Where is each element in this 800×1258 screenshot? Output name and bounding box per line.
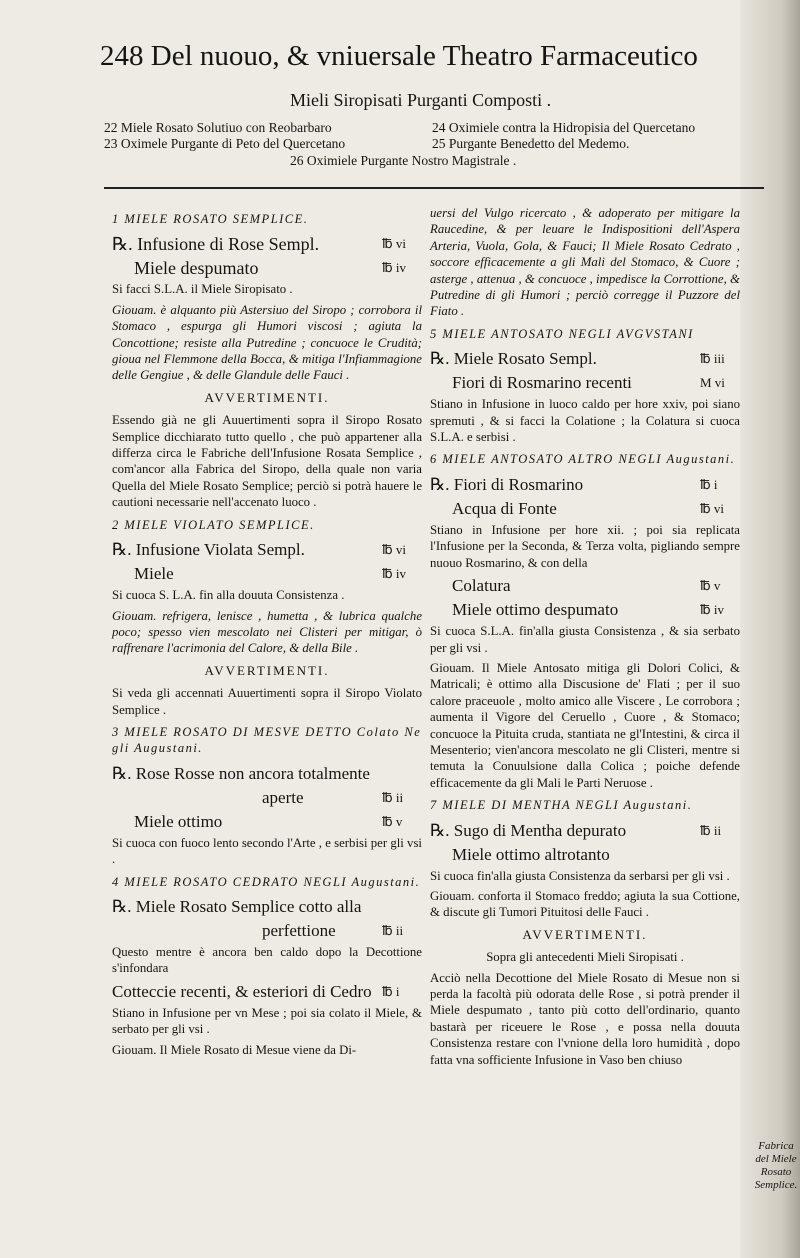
paragraph: Si cuoca S. L.A. fin alla douuta Consistenza . bbox=[112, 588, 345, 603]
paragraph: Giouam. conforta il Stomaco freddo; agiuta la sua Cottione, & discute gli Tumori Pituitosi delle Fauci . bbox=[430, 888, 740, 920]
recipe-line: Miele ottimo despumato ℔ iv bbox=[452, 600, 724, 620]
recipe-line: Fiori di Rosmarino recenti M vi bbox=[452, 373, 725, 393]
paragraph: Stiano in Infusione in luoco caldo per hore xxiv, poi siano spremuti , & si facci la Colatione ; la Colatura si cuoca S.L.A. e serbisi . bbox=[430, 397, 740, 445]
paragraph: Giouam. refrigera, lenisce , humetta , & lubrica qualche poco; spesso vien mescolato nei Clisteri per mitigar, ò raffrenare l'acrimonia del Calore, & della Bile . bbox=[112, 608, 422, 656]
recipe-line: ℞. Rose Rosse non ancora totalmente bbox=[112, 763, 370, 783]
recipe-line: Miele ottimo ℔ v bbox=[134, 811, 403, 831]
paragraph: Si veda gli accennati Auuertimenti sopra il Siropo Violato Semplice . bbox=[112, 686, 422, 717]
recipe-heading: 2 MIELE VIOLATO SEMPLICE. bbox=[112, 517, 315, 532]
paragraph: Sopra gli antecedenti Mieli Siropisati . bbox=[486, 950, 684, 965]
header-title: Del nuouo, & vniuersale Theatro Farmaceutico bbox=[150, 40, 698, 72]
paragraph: Giouam. è alquanto più Astersiuo del Siropo ; corrobora il Stomaco , espurga gli Humori viscosi ; agiuta la Concottione; resiste alla Putredine ; concuoce le Crudità; gioua nel Flemmone della Bocca, & mitiga l'Infiammagione delle Gengiue , & delle Glandule delle Fauci . bbox=[112, 302, 422, 383]
paragraph: Giouam. Il Miele Rosato di Mesue viene da Di- bbox=[112, 1042, 357, 1057]
recipe-heading: 1 MIELE ROSATO SEMPLICE. bbox=[112, 212, 309, 226]
left-column bbox=[112, 205, 422, 1062]
recipe-line: ℞. Infusione Violata Sempl. ℔ vi bbox=[112, 540, 406, 560]
section-subtitle: Mieli Siropisati Purganti Composti . bbox=[290, 90, 552, 110]
paragraph: Stiano in Infusione per hore xii. ; poi sia replicata l'Infusione per la Seconda, & Terza volta, pigliando sempre nuouo Rosmarino, & con della bbox=[430, 522, 740, 570]
recipe-heading: 4 MIELE ROSATO CEDRATO NEGLI Augustani. bbox=[112, 874, 421, 889]
toc-item-26: 26 Oximiele Purgante Nostro Magistrale . bbox=[290, 153, 517, 168]
recipe-line: perfettione ℔ ii bbox=[262, 920, 404, 940]
paragraph: Essendo già ne gli Auuertimenti sopra il Siropo Rosato Semplice dicchiarato tutto quello , che può appartener alla differza circa le Fabriche dell'Infusione Rosata Semplice , com'ancor alla Fabrica del Siropo, della quale non varia Quella del Miele Rosato Semplice; perciò si potrà hauere le cautioni necessarie nell'accenato luoco . bbox=[112, 413, 422, 510]
recipe-line: ℞. Fiori di Rosmarino ℔ i bbox=[430, 474, 718, 494]
section-heading: AVVERTIMENTI. bbox=[522, 926, 648, 942]
section-heading: AVVERTIMENTI. bbox=[204, 389, 330, 405]
section-heading: AVVERTIMENTI. bbox=[204, 662, 330, 678]
recipe-heading: 6 MIELE ANTOSATO ALTRO NEGLI Augustani. bbox=[430, 452, 736, 467]
page-number: 248 bbox=[100, 40, 144, 72]
toc-item-23: 23 Oximele Purgante di Peto del Quercetano bbox=[104, 136, 346, 151]
right-column bbox=[430, 205, 740, 1072]
paragraph: Questo mentre è ancora ben caldo dopo la Decottione s'infondara bbox=[112, 944, 422, 976]
paragraph: Acciò nella Decottione del Miele Rosato di Mesue non si perda la facoltà più odorata delle Rose , si potrà prender il Miele despumato , tanto più cotto dell'ordinario, quanto bastarà per riceuere le Rose , e possa nella douuta Consistenza restare con l'vnione della loro humidità , dopo fatta vna sofficiente Infusione in Vaso ben chiuso bbox=[430, 970, 740, 1067]
paragraph: Stiano in Infusione per vn Mese ; poi sia colato il Miele, & serbato per gli vsi . bbox=[112, 1005, 422, 1037]
recipe-line: ℞. Miele Rosato Semplice cotto alla bbox=[112, 896, 362, 916]
paragraph: uersi del Vulgo ricercato , & adoperato per mitigare la Raucedine, & per leuare le Indispositioni dell'Aspera Arteria, Vuola, Gola, & Fauci; Il Miele Rosato Cedrato , soccore efficacemente a gli Mali del Stomaco, & Cuore ; asterge , attenua , & concuoce , impedisce la Corrottione, & Putredine di gli Humori ; perciò corregge il Puzzore del Fiato . bbox=[430, 206, 740, 319]
recipe-line: Acqua di Fonte ℔ vi bbox=[452, 498, 724, 518]
recipe-line: Miele despumato ℔ iv bbox=[134, 258, 406, 279]
recipe-line: Colatura ℔ v bbox=[452, 576, 721, 596]
recipe-heading: 3 MIELE ROSATO DI MESVE DETTO Colato Ne gli Augustani. bbox=[112, 724, 422, 756]
margin-note: Fabrica del Miele Rosato Semplice. bbox=[754, 1140, 798, 1191]
recipe-line: Cotteccie recenti, & esteriori di Cedro ℔ i bbox=[112, 981, 400, 1001]
toc-item-22: 22 Miele Rosato Solutiuo con Reobarbaro bbox=[104, 120, 332, 135]
recipe-line: ℞. Sugo di Mentha depurato ℔ ii bbox=[430, 820, 722, 840]
toc-item-25: 25 Purgante Benedetto del Medemo. bbox=[432, 136, 630, 151]
paragraph: Si facci S.L.A. il Miele Siropisato . bbox=[112, 282, 293, 297]
paragraph: Si cuoca S.L.A. fin'alla giusta Consistenza , & sia serbato per gli vsi . bbox=[430, 624, 740, 655]
toc-item-24: 24 Oximiele contra la Hidropisia del Quercetano bbox=[432, 120, 696, 135]
recipe-line: Miele ottimo altrotanto bbox=[452, 844, 610, 864]
header-rule bbox=[104, 187, 764, 189]
recipe-heading: 7 MIELE DI MENTHA NEGLI Augustani. bbox=[430, 798, 693, 813]
recipe-line: ℞. Infusione di Rose Sempl. ℔ vi bbox=[112, 234, 406, 255]
running-header bbox=[100, 40, 760, 73]
recipe-heading: 5 MIELE ANTOSATO NEGLI AVGVSTANI bbox=[430, 326, 694, 341]
paragraph: Si cuoca con fuoco lento secondo l'Arte , e serbisi per gli vsi . bbox=[112, 835, 422, 867]
paragraph: Giouam. Il Miele Antosato mitiga gli Dolori Colici, & Matricali; è ottimo alla Discusione de' Flati ; per il suo calore praceuole , molto amico alle Viscere , Le corrobora ; aumenta il Vigore del Ceruello , Cuore , & Stomaco; concuoce la Pituita cruda, stantiata ne gl'Intestini, & circa il Mesenterio; vien'ancora mescolato ne gli Clisteri, mentre si temuta la Conuulsione dalla Colica ; poiche defende efficacemente da gli Mali le Parti Neruose . bbox=[430, 660, 740, 790]
recipe-line: ℞. Miele Rosato Sempl. ℔ iii bbox=[430, 349, 725, 369]
recipe-line: aperte ℔ ii bbox=[262, 787, 404, 807]
paragraph: Si cuoca fin'alla giusta Consistenza da serbarsi per gli vsi . bbox=[430, 868, 730, 883]
recipe-line: Miele ℔ iv bbox=[134, 564, 406, 584]
